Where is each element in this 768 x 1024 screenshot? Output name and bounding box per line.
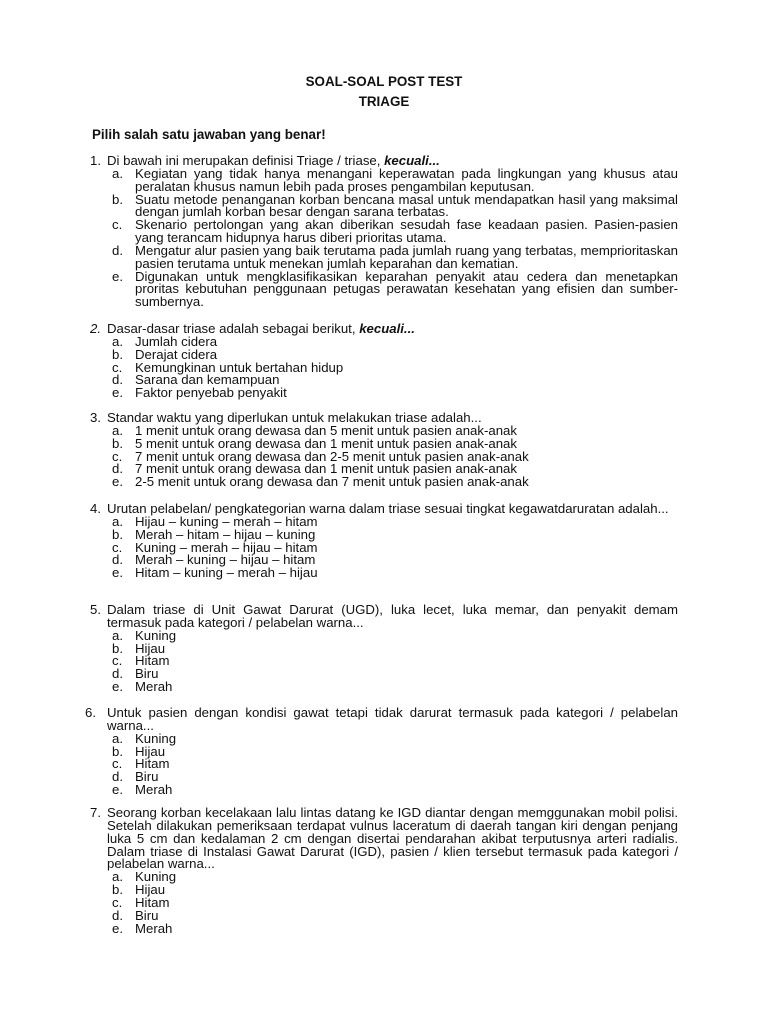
answer-option: [90, 681, 678, 694]
option-letter: c.: [112, 539, 123, 555]
option-text: Kuning: [135, 869, 177, 885]
answer-option: [90, 884, 678, 897]
option-text: Merah: [135, 782, 173, 798]
answer-option: [90, 907, 678, 923]
option-letter: b.: [112, 743, 123, 759]
option-letter: e.: [112, 474, 123, 490]
option-list: [90, 422, 678, 490]
option-list: [90, 871, 678, 935]
page-title: SOAL-SOAL POST TEST: [305, 74, 463, 89]
header: [0, 72, 768, 112]
question-number: 4.: [90, 501, 101, 516]
question-stem: [107, 807, 678, 871]
option-text: Hijau: [135, 882, 166, 898]
option-letter: e.: [112, 679, 123, 695]
option-text: Merah: [135, 679, 173, 695]
option-list: [90, 333, 678, 401]
option-letter: b.: [112, 640, 123, 656]
option-letter: a.: [112, 165, 123, 181]
answer-option: [90, 784, 678, 797]
answer-option: [90, 668, 678, 681]
question-stem: [107, 604, 678, 630]
answer-option: [90, 640, 678, 656]
question-number: 5.: [90, 602, 101, 617]
option-letter: e.: [112, 920, 123, 936]
question-text: Untuk pasien dengan kondisi gawat tetapi tidak darurat termasuk pada kategori / pelabelan warna...: [107, 705, 678, 733]
answer-option: [90, 627, 678, 643]
option-letter: d.: [112, 242, 123, 258]
option-letter: c.: [112, 894, 123, 910]
question-emphasis: kecuali...: [384, 153, 440, 168]
option-text: Hijau: [135, 640, 166, 656]
option-text: Biru: [135, 907, 159, 923]
question-2: [90, 323, 678, 400]
option-text: Jumlah cidera: [135, 333, 218, 349]
option-list: [90, 627, 678, 695]
question-7: [90, 807, 678, 935]
option-text: Sarana dan kemampuan: [135, 372, 280, 388]
option-text: Suatu metode penanganan korban bencana masal untuk mendapatkan hasil yang maksimal dengan jumlah korban besar dengan sarana terbatas.: [135, 191, 678, 220]
option-text: Merah – kuning – hijau – hitam: [135, 552, 316, 568]
question-6: [85, 705, 678, 798]
question-5: [90, 604, 678, 694]
option-letter: b.: [112, 191, 123, 207]
answer-option: [90, 758, 678, 771]
option-letter: e.: [112, 782, 123, 798]
question-text: Dalam triase di Unit Gawat Darurat (UGD), luka lecet, luka memar, dan penyakit demam termasuk pada kategori / pelabelan warna...: [107, 602, 678, 630]
answer-option: [90, 219, 678, 245]
option-letter: b.: [112, 346, 123, 362]
question-1: [90, 155, 678, 309]
option-text: Hitam: [135, 756, 170, 772]
option-letter: a.: [112, 513, 123, 529]
option-text: Mengatur alur pasien yang baik terutama pada jumlah ruang yang terbatas, memprioritaskan pasien terutama untuk menekan jumlah keparahan dan kematian.: [135, 242, 678, 271]
option-text: Hitam: [135, 653, 170, 669]
option-text: Derajat cidera: [135, 346, 218, 362]
question-stem: [107, 707, 678, 733]
answer-option: [90, 743, 678, 759]
question-number: 1.: [90, 153, 101, 168]
option-text: Merah: [135, 920, 173, 936]
option-list: [90, 730, 678, 798]
option-letter: d.: [112, 372, 123, 388]
option-text: Hijau – kuning – merah – hitam: [135, 513, 318, 529]
answer-option: [90, 165, 678, 194]
option-text: Kuning: [135, 730, 177, 746]
option-letter: c.: [112, 217, 123, 233]
option-letter: b.: [112, 435, 123, 451]
option-text: Faktor penyebab penyakit: [135, 385, 287, 401]
option-text: Kegiatan yang tidak hanya menangani keperawatan pada lingkungan yang khusus atau peralatan khusus namun lebih pada proses pengambilan keputusan.: [135, 165, 678, 194]
option-letter: c.: [112, 653, 123, 669]
answer-option: [90, 191, 678, 220]
option-letter: a.: [112, 730, 123, 746]
question-number: 2.: [90, 321, 101, 336]
question-text: Dasar-dasar triase adalah sebagai berikut,: [107, 321, 356, 336]
option-letter: b.: [112, 882, 123, 898]
answer-option: [90, 920, 678, 936]
option-letter: c.: [112, 359, 123, 375]
question-number: 3.: [90, 410, 101, 425]
option-letter: a.: [112, 333, 123, 349]
option-text: Hitam: [135, 894, 170, 910]
option-text: 2-5 menit untuk orang dewasa dan 7 menit untuk pasien anak-anak: [135, 474, 529, 490]
option-letter: d.: [112, 461, 123, 477]
option-text: Hijau: [135, 743, 166, 759]
answer-option: [90, 387, 678, 400]
instruction-text: Pilih salah satu jawaban yang benar!: [92, 127, 326, 142]
option-list: [90, 165, 678, 310]
option-letter: e.: [112, 385, 123, 401]
option-text: 7 menit untuk orang dewasa dan 1 menit untuk pasien anak-anak: [135, 461, 517, 477]
question-4: [90, 503, 678, 580]
answer-option: [90, 268, 678, 310]
option-letter: d.: [112, 769, 123, 785]
question-3: [90, 412, 678, 489]
option-text: Hitam – kuning – merah – hijau: [135, 565, 318, 581]
option-letter: c.: [112, 756, 123, 772]
question-text: Urutan pelabelan/ pengkategorian warna dalam triase sesuai tingkat kegawatdaruratan adalah...: [107, 501, 669, 516]
answer-option: [90, 894, 678, 910]
answer-option: [90, 871, 678, 884]
option-text: Skenario pertolongan yang akan diberikan sesudah fase keadaan pasien. Pasien-pasien yang terancam hidupnya harus diberi prioritas utama.: [135, 217, 678, 246]
question-text: Di bawah ini merupakan definisi Triage / triase,: [107, 153, 381, 168]
option-letter: e.: [112, 268, 123, 284]
option-text: Kuning – merah – hijau – hitam: [135, 539, 318, 555]
option-text: Kemungkinan untuk bertahan hidup: [135, 359, 344, 375]
answer-option: [90, 730, 678, 746]
option-text: Digunakan untuk mengklasifikasikan keparahan penyakit atau cedera dan menetapkan proritas kebutuhan penggunaan petugas perawatan kesehatan yang efisien dan sumber-sumbernya.: [135, 268, 678, 310]
question-number: 6.: [85, 705, 96, 720]
question-number: 7.: [90, 805, 101, 820]
option-text: Merah – hitam – hijau – kuning: [135, 526, 316, 542]
option-letter: b.: [112, 526, 123, 542]
page-subtitle: TRIAGE: [358, 94, 410, 109]
option-text: Kuning: [135, 627, 177, 643]
option-letter: c.: [112, 448, 123, 464]
answer-option: [90, 771, 678, 784]
option-letter: a.: [112, 627, 123, 643]
option-text: Biru: [135, 666, 159, 682]
option-letter: e.: [112, 565, 123, 581]
option-text: 1 menit untuk orang dewasa dan 5 menit untuk pasien anak-anak: [135, 422, 517, 438]
answer-option: [90, 242, 678, 271]
option-list: [90, 513, 678, 581]
option-letter: d.: [112, 666, 123, 682]
answer-option: [90, 476, 678, 489]
option-letter: d.: [112, 907, 123, 923]
option-text: 7 menit untuk orang dewasa dan 2-5 menit untuk pasien anak-anak: [135, 448, 529, 464]
question-text: Standar waktu yang diperlukan untuk melakukan triase adalah...: [107, 410, 482, 425]
option-text: 5 menit untuk orang dewasa dan 1 menit untuk pasien anak-anak: [135, 435, 517, 451]
answer-option: [90, 567, 678, 580]
answer-option: [90, 655, 678, 668]
question-emphasis: kecuali...: [359, 321, 415, 336]
question-text: Seorang korban kecelakaan lalu lintas datang ke IGD diantar dengan memggunakan mobil polisi. Setelah dilakukan pemeriksaan terdapat vulnus laceratum di daerah tangan kiri dengan penjang luka 5 cm dan kedalaman 2 cm dengan disertai pendarahan akibat terputusnya arteri radialis. Dalam triase di Instalasi Gawat Darurat (IGD), pasien / klien tersebut termasuk pada kategori / pelabelan warna...: [107, 805, 678, 872]
option-text: Biru: [135, 769, 159, 785]
option-letter: a.: [112, 422, 123, 438]
option-letter: d.: [112, 552, 123, 568]
option-letter: a.: [112, 869, 123, 885]
